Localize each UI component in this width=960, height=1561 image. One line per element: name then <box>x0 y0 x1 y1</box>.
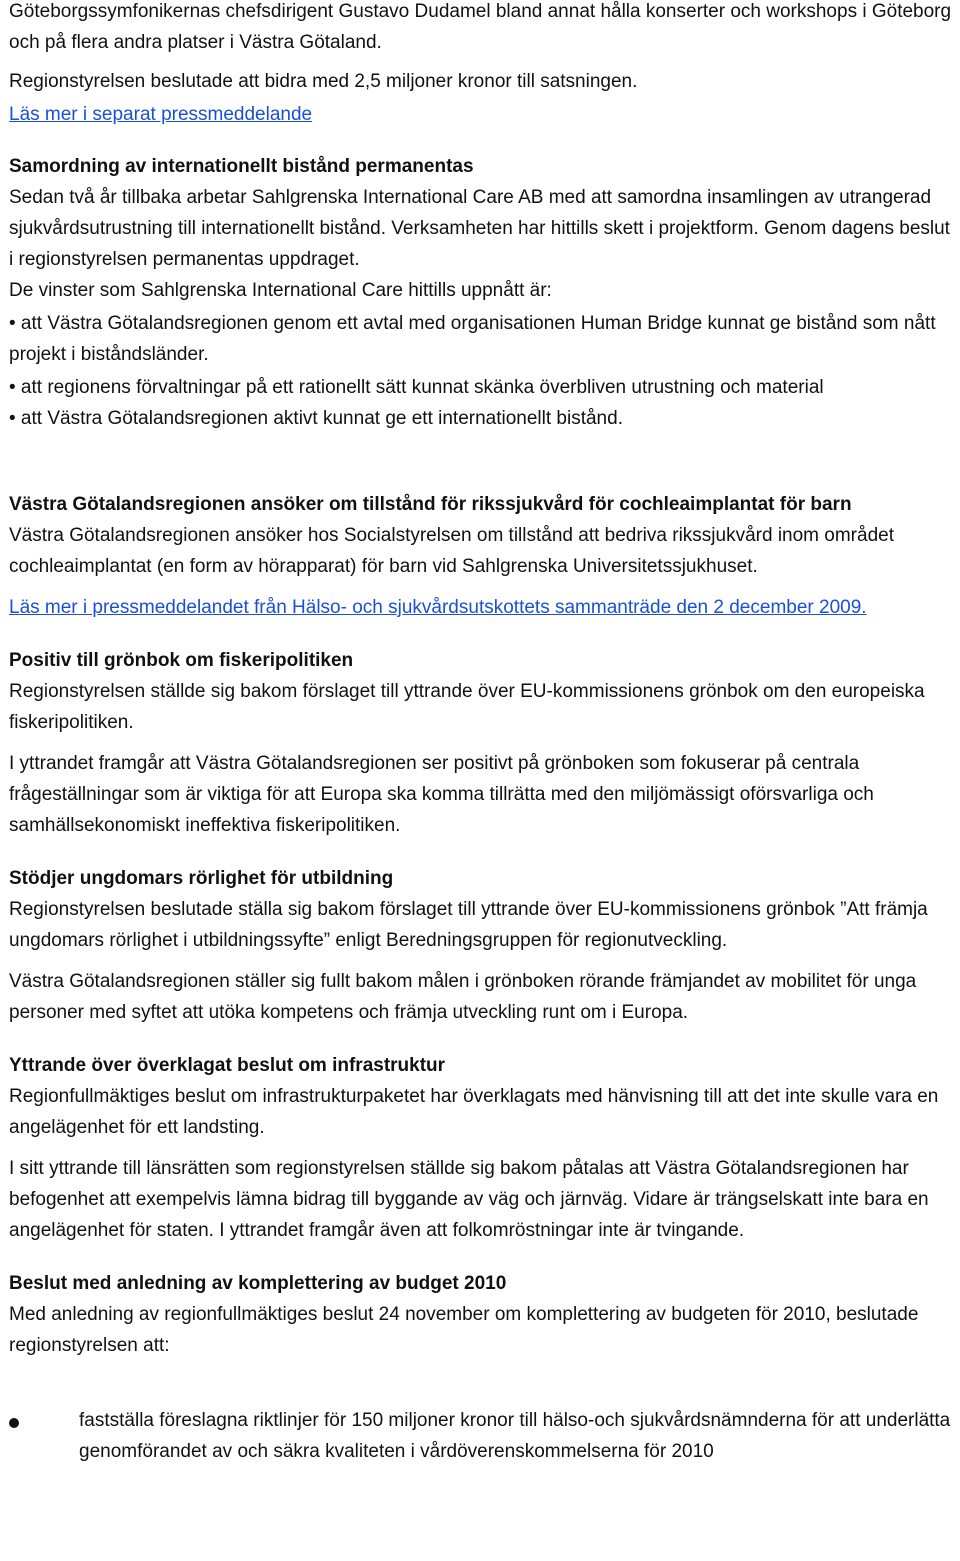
youth-paragraph-1: Regionstyrelsen beslutade ställa sig bakom förslaget till yttrande över EU-kommissionens grönbok ”Att främja ungdomars rörlighet i utbildningssyfte” enligt Beredningsgruppen för regionutveckling. <box>9 899 928 951</box>
aid-bullet-1: • att Västra Götalandsregionen genom ett avtal med organisationen Human Bridge kunnat ge bistånd som nått projekt i biståndsländer. <box>9 313 936 365</box>
budget-paragraph-1: Med anledning av regionfullmäktiges beslut 24 november om komplettering av budgeten för 2010, beslutade regionstyrelsen att: <box>9 1304 919 1356</box>
aid-bullet-2: • att regionens förvaltningar på ett rationellt sätt kunnat skänka överbliven utrustning och material <box>9 377 824 398</box>
fishery-paragraph-1: Regionstyrelsen ställde sig bakom förslaget till yttrande över EU-kommissionens grönbok om den europeiska fiskeripolitiken. <box>9 681 925 733</box>
section-heading-youth-mobility: Stödjer ungdomars rörlighet för utbildning <box>9 868 394 889</box>
budget-item-text: fastställa föreslagna riktlinjer för 150 miljoner kronor till hälso-och sjukvårdsnämnderna för att underlätta genomförandet av och säkra kvaliteten i vårdöverenskommelserna för 2010 <box>79 1410 951 1462</box>
aid-bullet-3: • att Västra Götalandsregionen aktivt kunnat ge ett internationellt bistånd. <box>9 408 623 429</box>
section-heading-infrastructure: Yttrande över överklagat beslut om infrastruktur <box>9 1055 446 1076</box>
fishery-paragraph-2: I yttrandet framgår att Västra Götalandsregionen ser positivt på grönboken som fokuserar på centrala frågeställningar som är viktiga för att Europa ska komma tillrätta med den miljömässigt oförsvarliga och samhällsekonomiskt ineffektiva fiskeripolitiken. <box>9 753 874 836</box>
section-heading-fishery: Positiv till grönbok om fiskeripolitiken <box>9 650 354 671</box>
budget-decision-list <box>9 1405 959 1467</box>
bullet-dot-icon <box>9 1418 19 1428</box>
intro-link-line <box>9 99 959 130</box>
cochlea-paragraph-1: Västra Götalandsregionen ansöker hos Socialstyrelsen om tillstånd att bedriva rikssjukvård inom området cochleaimplantat (en form av hörapparat) för barn vid Sahlgrenska Universitetssjukhuset. <box>9 525 894 577</box>
youth-paragraph-2: Västra Götalandsregionen ställer sig fullt bakom målen i grönboken rörande främjandet av mobilitet för unga personer med syftet att utöka kompetens och främja utveckling runt om i Europa. <box>9 971 917 1023</box>
section-heading-aid: Samordning av internationellt bistånd permanentas <box>9 156 474 177</box>
infrastructure-paragraph-1: Regionfullmäktiges beslut om infrastrukturpaketet har överklagats med hänvisning till att det inte skulle vara en angelägenhet för ett landsting. <box>9 1086 939 1138</box>
cochlea-link-line <box>9 592 959 623</box>
aid-paragraph-2: De vinster som Sahlgrenska International Care hittills uppnått är: <box>9 280 552 301</box>
section-heading-cochlea: Västra Götalandsregionen ansöker om tillstånd för rikssjukvård för cochleaimplantat för barn <box>9 494 852 515</box>
infrastructure-paragraph-2: I sitt yttrande till länsrätten som regionstyrelsen ställde sig bakom påtalas att Västra Götalandsregionen har befogenhet att exempelvis lämna bidrag till byggande av väg och järnväg. Vidare är trängselskatt inte bara en angelägenhet för staten. I yttrandet framgår även att folkomröstningar inte är tvingande. <box>9 1158 929 1241</box>
section-heading-budget: Beslut med anledning av komplettering av budget 2010 <box>9 1273 507 1294</box>
aid-paragraph-1: Sedan två år tillbaka arbetar Sahlgrenska International Care AB med att samordna insamlingen av utrangerad sjukvårdsutrustning till internationellt bistånd. Verksamheten har hittills skett i projektform. Genom dagens beslut i regionstyrelsen permanentas uppdraget. <box>9 187 950 270</box>
document <box>9 0 959 1467</box>
list-item <box>9 1405 959 1467</box>
intro-paragraph-2: Regionstyrelsen beslutade att bidra med 2,5 miljoner kronor till satsningen. <box>9 71 638 92</box>
separate-press-release-link[interactable]: Läs mer i separat pressmeddelande <box>9 104 313 125</box>
health-committee-press-release-link[interactable]: Läs mer i pressmeddelandet från Hälso- och sjukvårdsutskottets sammanträde den 2 december 2009. <box>9 597 867 618</box>
intro-paragraph-1: Göteborgssymfonikernas chefsdirigent Gustavo Dudamel bland annat hålla konserter och workshops i Göteborg och på flera andra platser i Västra Götaland. <box>9 1 952 53</box>
